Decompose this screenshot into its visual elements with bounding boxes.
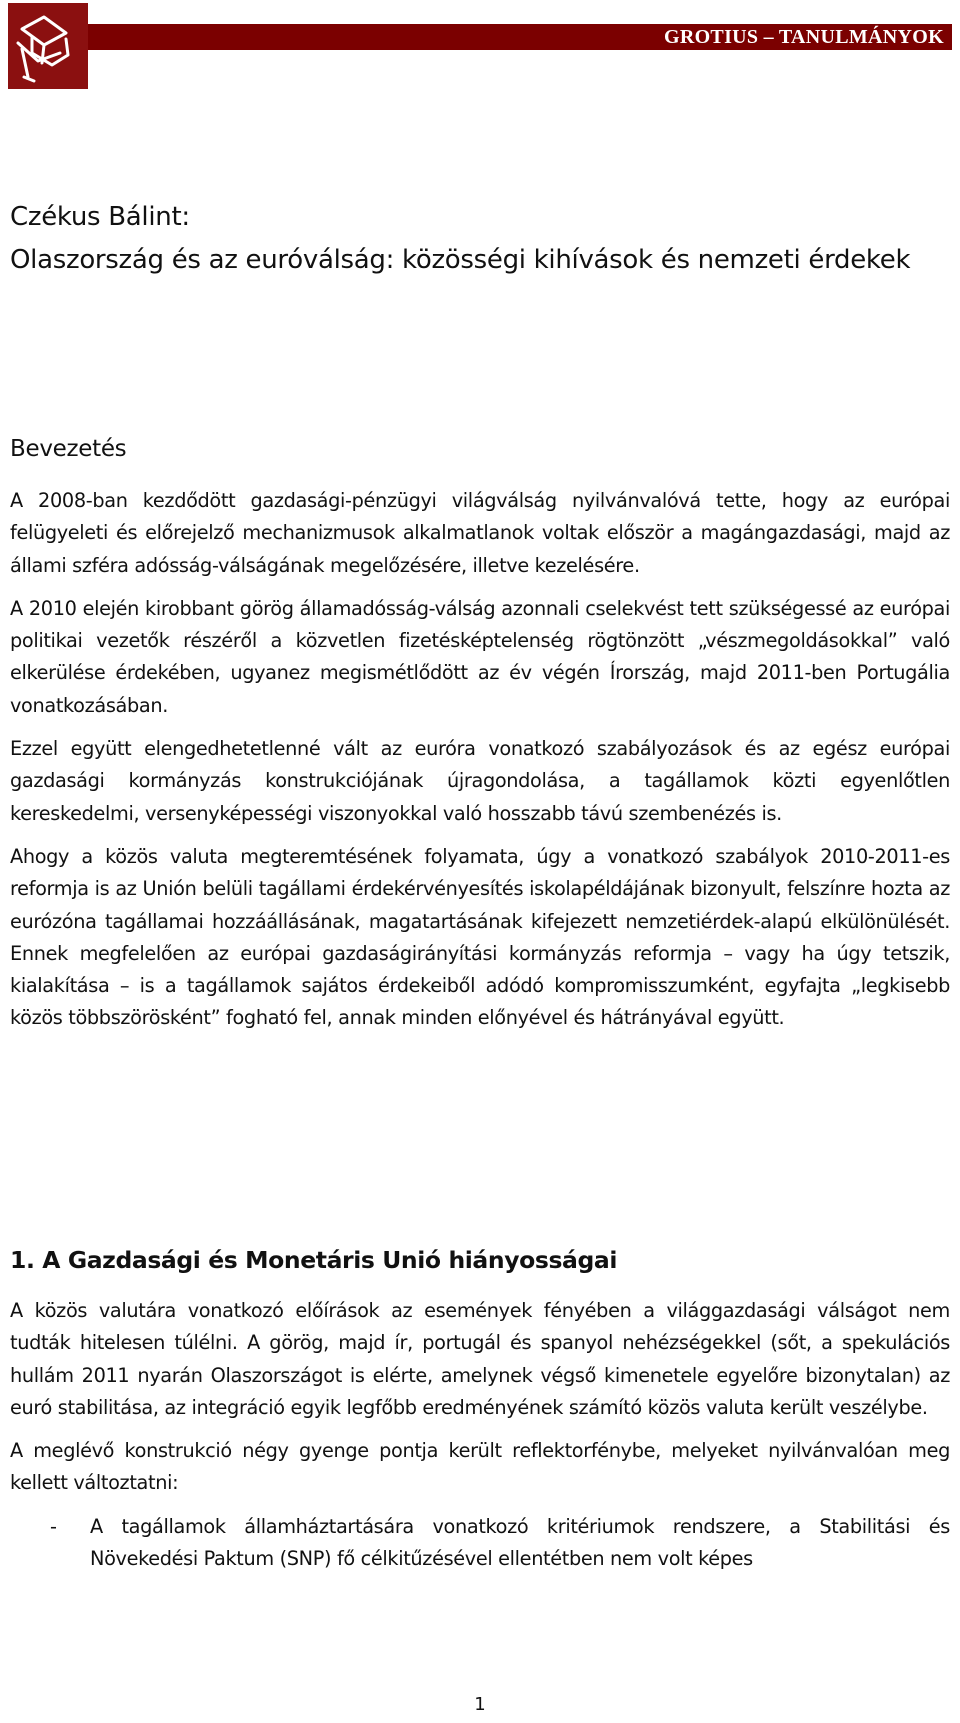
section-heading: 1. A Gazdasági és Monetáris Unió hiányosságai <box>10 1246 618 1274</box>
bullet-item <box>10 1511 950 1576</box>
intro-heading: Bevezetés <box>10 436 127 462</box>
page-number: 1 <box>474 1694 486 1715</box>
article-title: Olaszország és az euróválság: közösségi kihívások és nemzeti érdekek <box>10 245 911 275</box>
section-paragraph: A közös valutára vonatkozó előírások az események fényében a világgazdasági válságot nem tudták hitelesen túlélni. A görög, majd ír, portugál és spanyol nehézségekkel (sőt, a spekulációs hullám 2011 nyarán Olaszországot is elérte, amelynek végső kimenetele egyelőre bizonytalan) az euró stabilitása, az integráció egyik legfőbb eredményének számító közös valuta került veszélybe. <box>10 1299 950 1419</box>
section-1 <box>10 1295 950 1575</box>
intro-paragraph: Ezzel együtt elengedhetetlenné vált az euróra vonatkozó szabályozások és az egész európai gazdasági kormányzás konstrukciójának újragondolása, a tagállamok közti egyenlőtlen kereskedelmi, versenyképességi viszonyokkal való hosszabb távú szembenézés is. <box>10 737 950 825</box>
header-bar <box>88 24 952 50</box>
author-name: Czékus Bálint: <box>10 202 190 232</box>
bullet-marker: - <box>50 1514 57 1538</box>
series-title: GROTIUS – TANULMÁNYOK <box>663 26 944 48</box>
intro-paragraph: Ahogy a közös valuta megteremtésének folyamata, úgy a vonatkozó szabályok 2010-2011-es reformja is az Unión belüli tagállami érdekérvényesítés iskolapéldájának bizonyult, felszínre hozta az eurózóna tagállamai hozzáállásának, magatartásának kifejezett nemzetiérdek-alapú elkülönülését. Ennek megfelelően az európai gazdaságirányítási kormányzás reformja – vagy ha úgy tetszik, kialakítása – is a tagállamok sajátos érdekeiből adódó kompromisszumként, egyfajta „legkisebb közös többszörösként” fogható fel, annak minden előnyével és hátrányával együtt. <box>10 844 950 1030</box>
bullet-text: A tagállamok államháztartására vonatkozó kritériumok rendszere, a Stabilitási és Növekedési Paktum (SNP) fő célkitűzésével ellentétben nem volt képes <box>90 1514 950 1571</box>
intro-paragraph: A 2008-ban kezdődött gazdasági-pénzügyi világválság nyilvánvalóvá tette, hogy az európai felügyeleti és előrejelző mechanizmusok alkalmatlanok voltak először a magángazdasági, majd az állami szféra adósság-válságának megelőzésére, illetve kezelésére. <box>10 489 950 577</box>
graduation-cap-book-logo-icon <box>8 3 88 89</box>
intro-section <box>10 485 950 1046</box>
section-paragraph: A meglévő konstrukció négy gyenge pontja került reflektorfénybe, melyeket nyilvánvalóan meg kellett változtatni: <box>10 1439 950 1495</box>
intro-paragraph: A 2010 elején kirobbant görög államadósság-válság azonnali cselekvést tett szükségessé az európai politikai vezetők részéről a közvetlen fizetésképtelenség rögtönzött „vészmegoldásokkal” való elkerülése érdekében, ugyanez megismétlődött az év végén Írország, majd 2011-ben Portugália vonatkozásában. <box>10 596 950 717</box>
